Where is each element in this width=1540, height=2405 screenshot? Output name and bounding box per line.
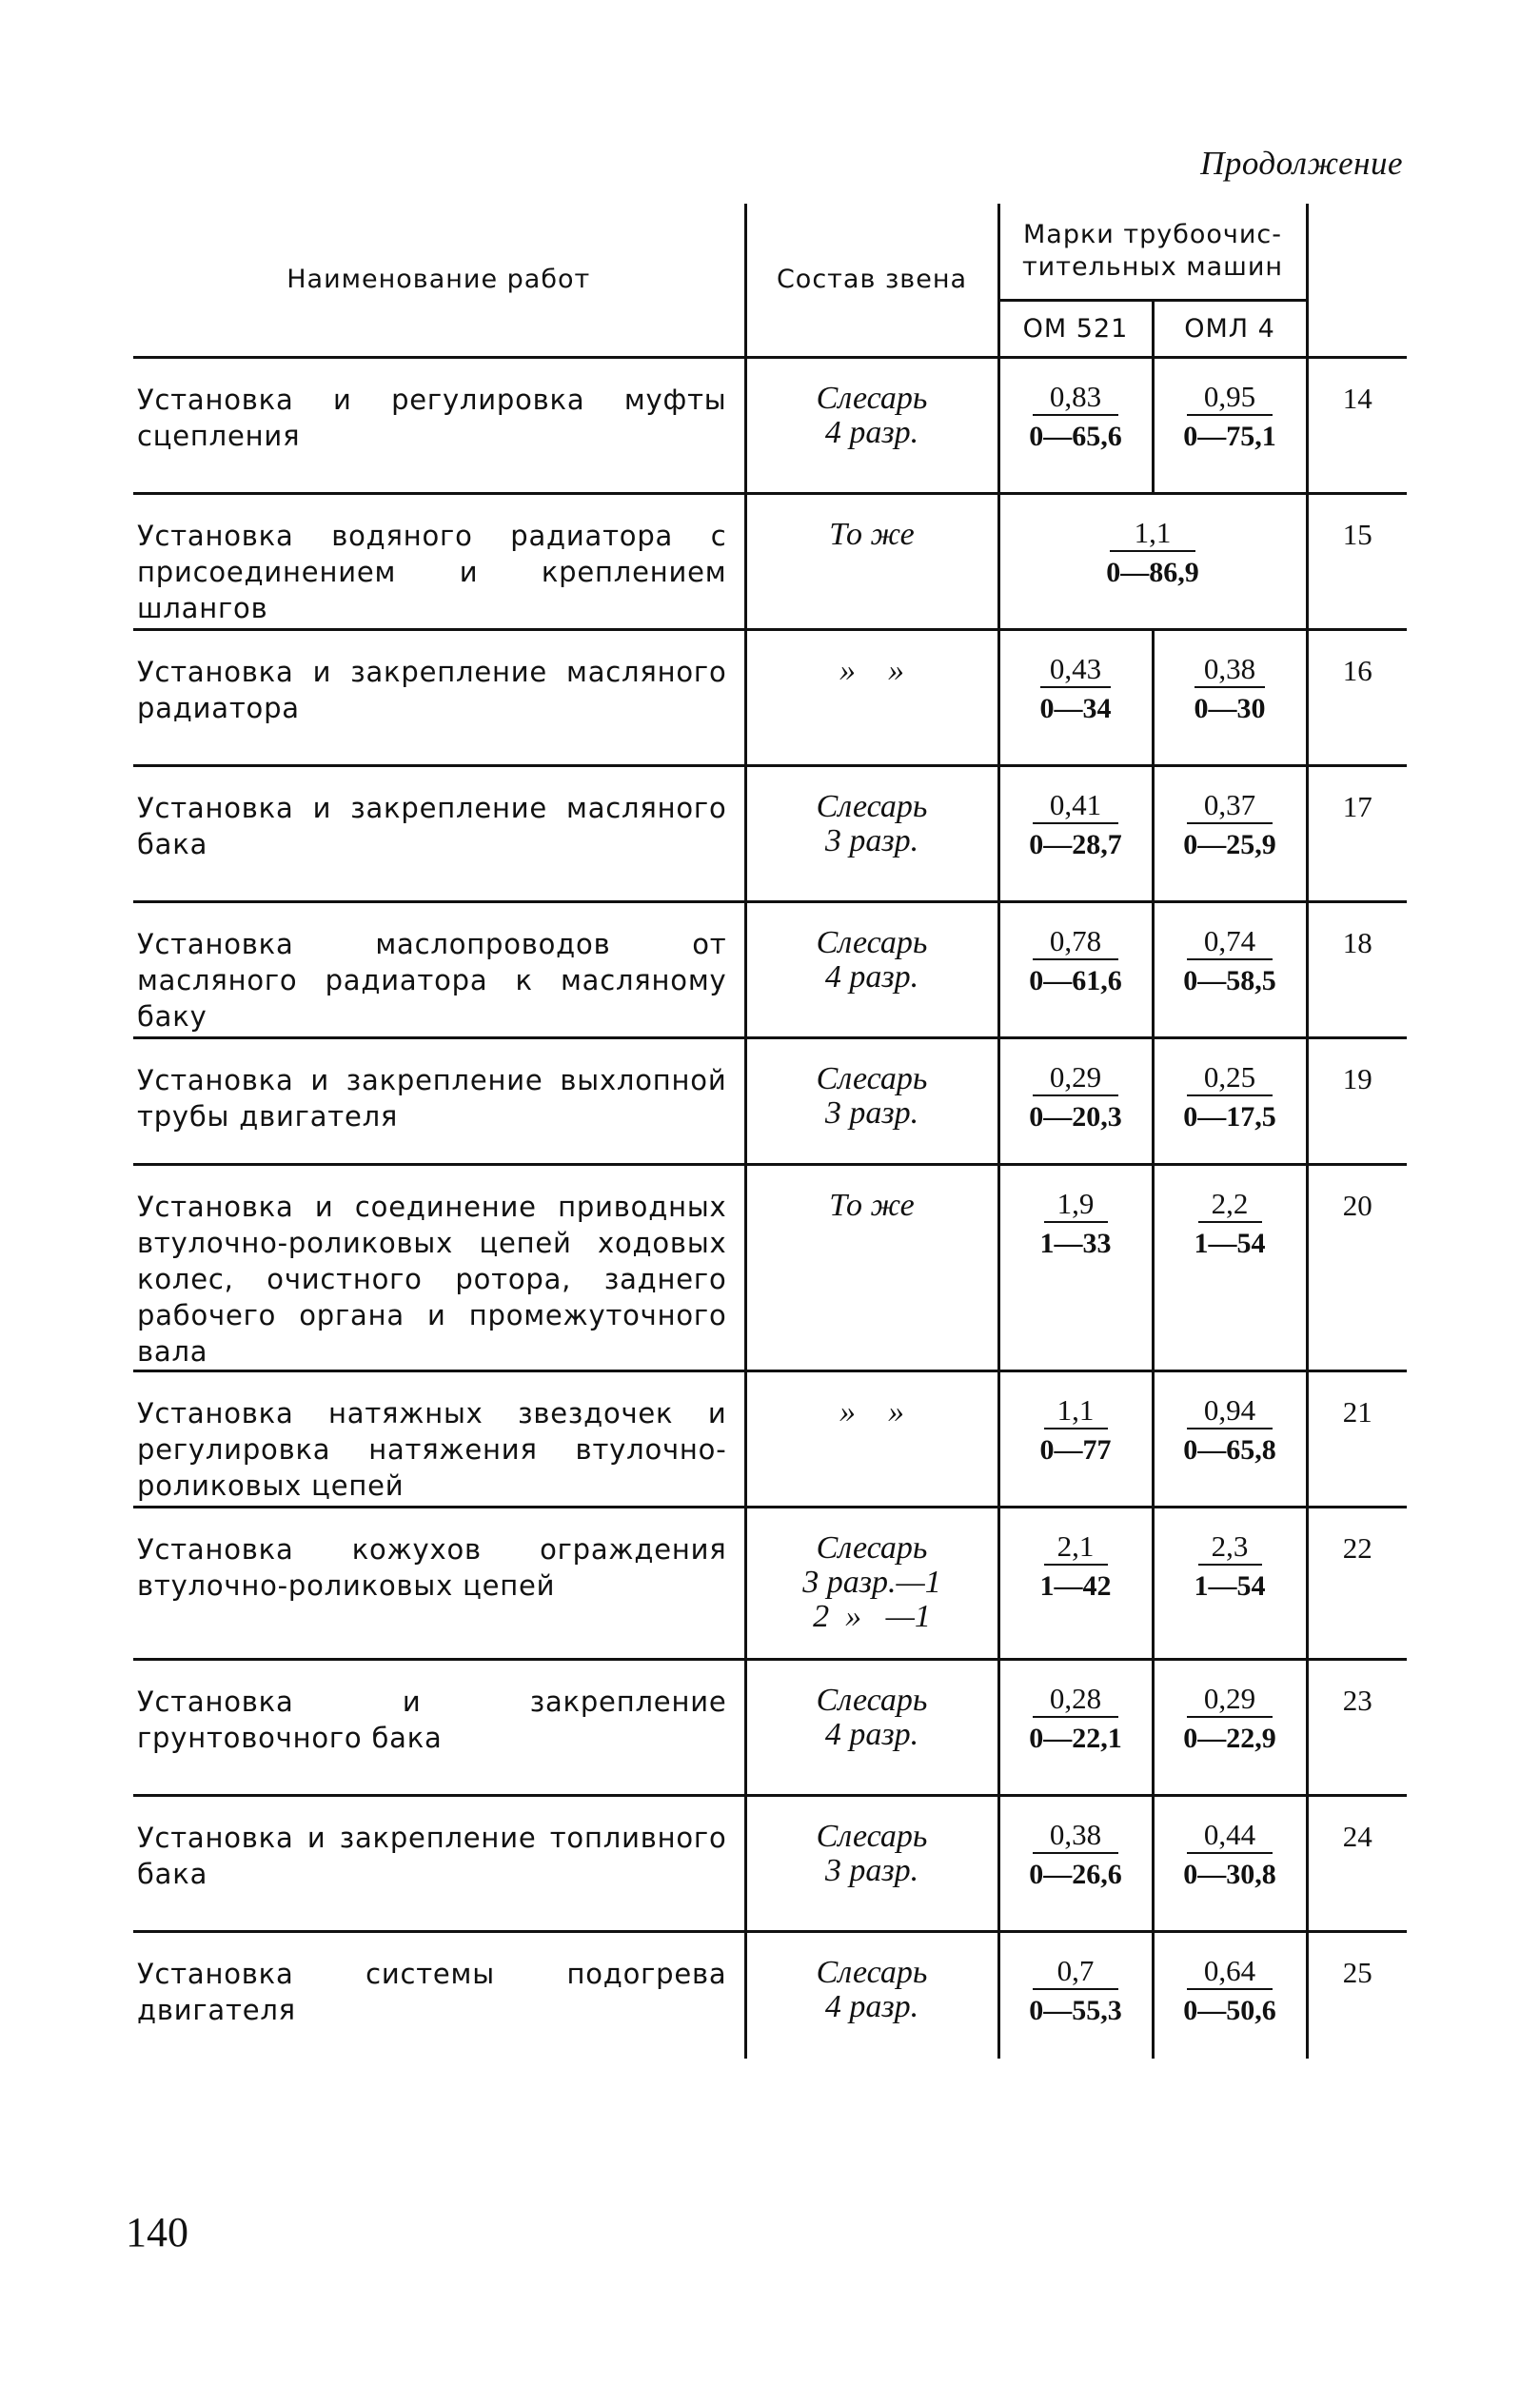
norm-fraction: [1029, 1060, 1122, 1136]
table-row: [133, 630, 1407, 766]
price-norm: 0—26,6: [1029, 1859, 1122, 1890]
time-norm: 0,78: [1033, 924, 1118, 960]
oml4-norm-cell: [1153, 1796, 1307, 1932]
norm-fraction: [1029, 1954, 1122, 2030]
work-name-cell: Установка и закрепление масляного радиатора: [133, 630, 745, 766]
norm-fraction: [1183, 1393, 1276, 1469]
crew-line: 3 разр.: [824, 1095, 919, 1131]
table-row: [133, 902, 1407, 1038]
om521-norm-cell: [998, 1371, 1153, 1508]
crew-line: » »: [839, 1394, 904, 1429]
price-norm: 0—22,1: [1029, 1723, 1122, 1754]
time-norm: 0,38: [1194, 652, 1265, 688]
time-norm: 0,44: [1187, 1818, 1273, 1854]
crew-cell: [745, 1932, 998, 2059]
row-index-cell: 23: [1307, 1660, 1407, 1796]
price-norm: 0—55,3: [1029, 1995, 1122, 2026]
row-index-cell: 18: [1307, 902, 1407, 1038]
work-name-cell: Установка и закрепление масляного бака: [133, 766, 745, 902]
row-index-cell: 14: [1307, 358, 1407, 494]
price-norm: 0—61,6: [1029, 965, 1122, 996]
table-body: [133, 358, 1407, 2059]
table-row: [133, 1508, 1407, 1660]
crew-line: 4 разр.: [824, 1989, 919, 2024]
row-index-cell: 21: [1307, 1371, 1407, 1508]
table-row: [133, 1660, 1407, 1796]
work-name-cell: Установка натяжных звездочек и регулировка натяжения втулочно-роликовых цепей: [133, 1371, 745, 1508]
norm-fraction: [1183, 380, 1276, 456]
time-norm: 0,43: [1040, 652, 1111, 688]
crew-cell: [745, 1165, 998, 1371]
header-machine-brands: [998, 204, 1307, 301]
work-name-cell: Установка и регулировка муфты сцепления: [133, 358, 745, 494]
table-row: [133, 1932, 1407, 2059]
price-norm: 0—86,9: [1106, 557, 1199, 588]
time-norm: 0,38: [1033, 1818, 1118, 1854]
oml4-norm-cell: [1153, 902, 1307, 1038]
om521-norm-cell: [998, 1932, 1153, 2059]
price-norm: 0—50,6: [1183, 1995, 1276, 2026]
price-norm: 1—54: [1194, 1570, 1266, 1602]
price-norm: 0—30: [1194, 693, 1266, 724]
norm-fraction: [1191, 652, 1269, 728]
time-norm: 0,94: [1187, 1393, 1273, 1429]
merged-norm-cell: [998, 494, 1307, 630]
crew-line: 3 разр.—1: [802, 1565, 941, 1600]
work-name-cell: Установка системы подогрева двигателя: [133, 1932, 745, 2059]
crew-line: Слесарь: [816, 1061, 928, 1096]
time-norm: 2,2: [1198, 1187, 1262, 1223]
norm-fraction: [1029, 1818, 1122, 1894]
om521-norm-cell: [998, 766, 1153, 902]
price-norm: 0—77: [1039, 1434, 1112, 1466]
norm-fraction: [1183, 1818, 1276, 1894]
crew-line: Слесарь: [816, 1955, 928, 1990]
crew-cell: [745, 1796, 998, 1932]
oml4-norm-cell: [1153, 1038, 1307, 1165]
work-name-cell: Установка маслопроводов от масляного радиатора к масляному баку: [133, 902, 745, 1038]
norm-fraction: [1029, 788, 1122, 864]
row-index-cell: 22: [1307, 1508, 1407, 1660]
om521-norm-cell: [998, 1796, 1153, 1932]
oml4-norm-cell: [1153, 1371, 1307, 1508]
price-norm: 0—65,8: [1183, 1434, 1276, 1466]
om521-norm-cell: [998, 1508, 1153, 1660]
price-norm: 0—58,5: [1183, 965, 1276, 996]
table-row: [133, 766, 1407, 902]
crew-line: 3 разр.: [824, 823, 919, 858]
norm-fraction: [1183, 1060, 1276, 1136]
om521-norm-cell: [998, 902, 1153, 1038]
row-index-cell: 17: [1307, 766, 1407, 902]
norm-fraction: [1029, 1682, 1122, 1758]
table-row: [133, 1371, 1407, 1508]
norm-fraction: [1106, 516, 1199, 592]
row-index-cell: 19: [1307, 1038, 1407, 1165]
norm-fraction: [1040, 1187, 1112, 1263]
time-norm: 1,1: [1110, 516, 1195, 552]
labor-norms-table: [133, 204, 1407, 2059]
crew-cell: [745, 494, 998, 630]
work-name-cell: Установка кожухов ограждения втулочно-роликовых цепей: [133, 1508, 745, 1660]
crew-cell: [745, 766, 998, 902]
time-norm: 0,29: [1033, 1060, 1118, 1096]
norm-fraction: [1040, 1393, 1112, 1469]
time-norm: 0,7: [1033, 1954, 1118, 1990]
crew-cell: [745, 1660, 998, 1796]
crew-line: Слесарь: [816, 381, 928, 416]
crew-cell: [745, 1371, 998, 1508]
crew-line: 4 разр.: [824, 1717, 919, 1752]
crew-line: То же: [829, 1188, 915, 1223]
time-norm: 0,95: [1187, 380, 1273, 416]
oml4-norm-cell: [1153, 1660, 1307, 1796]
table-row: [133, 1038, 1407, 1165]
oml4-norm-cell: [1153, 1508, 1307, 1660]
crew-line: 4 разр.: [824, 415, 919, 450]
crew-cell: [745, 358, 998, 494]
oml4-norm-cell: [1153, 1165, 1307, 1371]
om521-norm-cell: [998, 630, 1153, 766]
price-norm: 0—20,3: [1029, 1101, 1122, 1133]
crew-cell: [745, 1038, 998, 1165]
time-norm: 0,74: [1187, 924, 1273, 960]
header-brands-line1: Марки трубоочис-: [1022, 220, 1283, 249]
crew-line: Слесарь: [816, 789, 928, 824]
crew-cell: [745, 1508, 998, 1660]
header-crew: Состав звена: [745, 204, 998, 358]
table-row: [133, 494, 1407, 630]
row-index-cell: 15: [1307, 494, 1407, 630]
work-name-cell: Установка водяного радиатора с присоединением и креплением шлангов: [133, 494, 745, 630]
time-norm: 0,37: [1187, 788, 1273, 824]
norm-fraction: [1194, 1529, 1266, 1606]
price-norm: 0—34: [1039, 693, 1112, 724]
norm-fraction: [1040, 1529, 1112, 1606]
time-norm: 2,1: [1044, 1529, 1108, 1566]
continuation-label: Продолжение: [1200, 145, 1403, 182]
header-brands-line2: тительных машин: [1021, 252, 1284, 282]
time-norm: 1,9: [1044, 1187, 1108, 1223]
price-norm: 0—17,5: [1183, 1101, 1276, 1133]
time-norm: 0,83: [1033, 380, 1118, 416]
time-norm: 0,41: [1033, 788, 1118, 824]
header-brand-om521: ОМ 521: [998, 301, 1153, 358]
header-index: [1307, 204, 1407, 358]
header-work-name: Наименование работ: [286, 265, 591, 294]
norm-fraction: [1183, 1682, 1276, 1758]
oml4-norm-cell: [1153, 766, 1307, 902]
om521-norm-cell: [998, 358, 1153, 494]
om521-norm-cell: [998, 1660, 1153, 1796]
norm-fraction: [1183, 1954, 1276, 2030]
crew-line: 2 » —1: [813, 1599, 931, 1634]
table-row: [133, 358, 1407, 494]
crew-line: Слесарь: [816, 1683, 928, 1718]
row-index-cell: 24: [1307, 1796, 1407, 1932]
price-norm: 0—75,1: [1183, 421, 1276, 452]
norm-fraction: [1029, 924, 1122, 1000]
om521-norm-cell: [998, 1038, 1153, 1165]
price-norm: 0—28,7: [1029, 829, 1122, 860]
crew-line: Слесарь: [816, 1530, 928, 1566]
price-norm: 0—30,8: [1183, 1859, 1276, 1890]
time-norm: 0,64: [1187, 1954, 1273, 1990]
time-norm: 1,1: [1044, 1393, 1108, 1429]
price-norm: 0—25,9: [1183, 829, 1276, 860]
price-norm: 1—54: [1194, 1228, 1266, 1259]
work-name-cell: Установка и закрепление грунтовочного бака: [133, 1660, 745, 1796]
crew-line: 3 разр.: [824, 1853, 919, 1888]
row-index-cell: 25: [1307, 1932, 1407, 2059]
crew-line: Слесарь: [816, 925, 928, 960]
price-norm: 0—22,9: [1183, 1723, 1276, 1754]
oml4-norm-cell: [1153, 630, 1307, 766]
norm-fraction: [1029, 380, 1122, 456]
norm-fraction: [1183, 788, 1276, 864]
norm-fraction: [1183, 924, 1276, 1000]
work-name-cell: Установка и закрепление выхлопной трубы двигателя: [133, 1038, 745, 1165]
header-brand-oml4: ОМЛ 4: [1153, 301, 1307, 358]
work-name-cell: Установка и закрепление топливного бака: [133, 1796, 745, 1932]
oml4-norm-cell: [1153, 1932, 1307, 2059]
time-norm: 0,25: [1187, 1060, 1273, 1096]
price-norm: 1—33: [1039, 1228, 1112, 1259]
crew-line: То же: [829, 517, 915, 552]
row-index-cell: 20: [1307, 1165, 1407, 1371]
row-index-cell: 16: [1307, 630, 1407, 766]
page-number: 140: [126, 2209, 188, 2256]
norm-fraction: [1037, 652, 1115, 728]
crew-line: 4 разр.: [824, 959, 919, 995]
price-norm: 0—65,6: [1029, 421, 1122, 452]
crew-cell: [745, 902, 998, 1038]
crew-line: Слесарь: [816, 1819, 928, 1854]
time-norm: 0,28: [1033, 1682, 1118, 1718]
time-norm: 0,29: [1187, 1682, 1273, 1718]
norm-fraction: [1194, 1187, 1266, 1263]
time-norm: 2,3: [1198, 1529, 1262, 1566]
oml4-norm-cell: [1153, 358, 1307, 494]
work-name-cell: Установка и соединение приводных втулочно-роликовых цепей ходовых колес, очистного ротора, заднего рабочего органа и промежуточного вала: [133, 1165, 745, 1371]
om521-norm-cell: [998, 1165, 1153, 1371]
crew-cell: [745, 630, 998, 766]
table-row: [133, 1796, 1407, 1932]
crew-line: » »: [839, 653, 904, 688]
price-norm: 1—42: [1039, 1570, 1112, 1602]
table-row: [133, 1165, 1407, 1371]
